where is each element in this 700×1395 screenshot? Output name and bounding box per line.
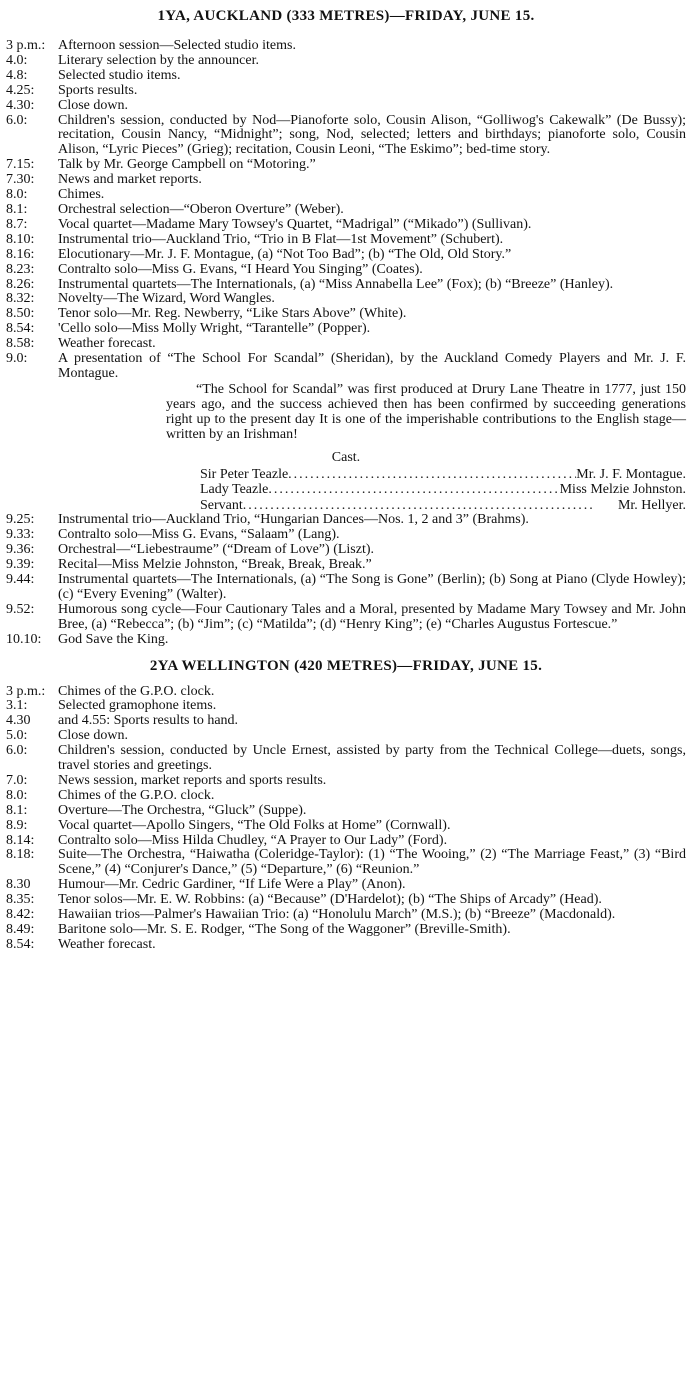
- program-list-2ya: [6, 685, 686, 953]
- entry-time: 4.0:: [6, 52, 28, 68]
- entry-time: 8.10:: [6, 231, 35, 247]
- entry-time: 8.1:: [6, 201, 28, 217]
- program-entry: [6, 729, 686, 744]
- entry-description: Contralto solo—Miss Hilda Chudley, “A Prayer to Our Lady” (Ford).: [58, 832, 448, 848]
- entry-description: Vocal quartet—Apollo Singers, “The Old Folks at Home” (Cornwall).: [58, 817, 451, 833]
- program-entry: [6, 819, 686, 834]
- program-entry: [6, 834, 686, 849]
- program-entry: [6, 69, 686, 84]
- entry-time: 6.0:: [6, 743, 28, 759]
- program-entry: [6, 114, 686, 159]
- entry-time: 8.14:: [6, 832, 35, 848]
- entry-time: 8.23:: [6, 261, 35, 277]
- entry-time: 9.36:: [6, 542, 35, 558]
- entry-description: Orchestral selection—“Oberon Overture” (Weber).: [58, 201, 344, 217]
- entry-description: Suite—The Orchestra, “Haiwatha (Coleridge-Taylor): (1) “The Wooing,” (2) “The Marriage Feast,” (3) “Bird Scene,” (4) “Conjurer's Dance,” (5) “Departure,” (6) “Reunion.”: [58, 847, 686, 878]
- program-entry: [6, 633, 686, 648]
- cast-actor: Mr. Hellyer.: [617, 497, 686, 513]
- entry-description: Elocutionary—Mr. J. F. Montague, (a) “Not Too Bad”; (b) “The Old, Old Story.”: [58, 246, 512, 262]
- entry-description: Chimes of the G.P.O. clock.: [58, 683, 215, 699]
- entry-time: 9.44:: [6, 571, 35, 587]
- cast-row: [6, 467, 686, 483]
- entry-description: Chimes of the G.P.O. clock.: [58, 787, 215, 803]
- program-entry: [6, 99, 686, 114]
- program-entry: [6, 54, 686, 69]
- entry-description: Contralto solo—Miss G. Evans, “Salaam” (Lang).: [58, 527, 340, 543]
- entry-description: Recital—Miss Melzie Johnston, “Break, Break, Break.”: [58, 557, 372, 573]
- entry-description: Talk by Mr. George Campbell on “Motoring.”: [58, 157, 316, 173]
- program-entry: [6, 158, 686, 173]
- program-entry: [6, 218, 686, 233]
- program-entry: [6, 878, 686, 893]
- program-entry: [6, 923, 686, 938]
- entry-time: 8.58:: [6, 336, 35, 352]
- entry-time: 6.0:: [6, 112, 28, 128]
- entry-description: Sports results.: [58, 82, 138, 98]
- entry-description: Contralto solo—Miss G. Evans, “I Heard You Singing” (Coates).: [58, 261, 423, 277]
- program-entry: [6, 804, 686, 819]
- entry-description: News session, market reports and sports results.: [58, 772, 327, 788]
- program-entry: [6, 938, 686, 953]
- entry-time: 8.30: [6, 877, 31, 893]
- entry-time: 9.25:: [6, 512, 35, 528]
- entry-time: 8.9:: [6, 817, 28, 833]
- cast-role: Servant: [200, 497, 243, 513]
- entry-description: Instrumental trio—Auckland Trio, “Trio in B Flat—1st Movement” (Schubert).: [58, 231, 504, 247]
- cast-leader-dots: [268, 482, 559, 498]
- program-entry: [6, 337, 686, 352]
- entry-time: 7.0:: [6, 772, 28, 788]
- cast-list: [6, 467, 686, 514]
- entry-description: Selected studio items.: [58, 67, 181, 83]
- entry-time: 10.10:: [6, 631, 42, 647]
- entry-description: and 4.55: Sports results to hand.: [58, 713, 239, 729]
- cast-actor: Mr. J. F. Montague.: [576, 466, 686, 482]
- entry-description: Instrumental trio—Auckland Trio, “Hungarian Dances—Nos. 1, 2 and 3” (Brahms).: [58, 512, 529, 528]
- entry-description: Humour—Mr. Cedric Gardiner, “If Life Were a Play” (Anon).: [58, 877, 406, 893]
- entry-time: 3.1:: [6, 698, 28, 714]
- entry-time: 9.52:: [6, 601, 35, 617]
- program-entry: [6, 248, 686, 263]
- cast-title: Cast.: [331, 449, 361, 465]
- entry-description: Instrumental quartets—The Internationals, (a) “Miss Annabella Lee” (Fox); (b) “Breeze” (Hanley).: [58, 276, 614, 292]
- entry-description: Children's session, conducted by Nod—Pianoforte solo, Cousin Alison, “Golliwog's Cakewalk” (De Bussy); recitation, Cousin Nancy, “Midnight”; song, Nod, selected; letters and birthdays; pianoforte solo, Cousin Alison, “Lyric Pieces” (Grieg); recitation, Cousin Leoni, “The Eskimo”; bed-time story.: [58, 112, 686, 158]
- entry-description: Baritone solo—Mr. S. E. Rodger, “The Song of the Waggoner” (Breville-Smith).: [58, 922, 511, 937]
- entry-description: Children's session, conducted by Uncle Ernest, assisted by party from the Technical College—duets, songs, travel stories and greetings.: [58, 743, 686, 774]
- program-entry: [6, 558, 686, 573]
- program-entry: [6, 685, 686, 700]
- entry-time: 4.30:: [6, 97, 35, 113]
- entry-description: Selected gramophone items.: [58, 698, 217, 714]
- entry-description: Tenor solos—Mr. E. W. Robbins: (a) “Because” (D'Hardelot); (b) “The Ships of Arcady” (Head).: [58, 892, 602, 908]
- entry-description: Close down.: [58, 728, 128, 744]
- program-entry: [6, 173, 686, 188]
- entry-time: 9.0:: [6, 351, 28, 367]
- program-entry: [6, 352, 686, 382]
- entry-time: 9.33:: [6, 527, 35, 543]
- entry-time: 8.32:: [6, 291, 35, 307]
- cast-leader-dots: [288, 467, 576, 483]
- cast-actor: Miss Melzie Johnston.: [559, 482, 686, 498]
- cast-leader-dots: [243, 498, 618, 514]
- program-entry: [6, 39, 686, 54]
- entry-time: 8.7:: [6, 216, 28, 232]
- entry-description: Vocal quartet—Madame Mary Towsey's Quartet, “Madrigal” (“Mikado”) (Sullivan).: [58, 216, 532, 232]
- program-entry: [6, 528, 686, 543]
- program-entry: [6, 278, 686, 293]
- entry-time: 3 p.m.:: [6, 38, 46, 53]
- section-heading-2ya: 2YA WELLINGTON (420 METRES)—FRIDAY, JUNE 15.: [149, 657, 543, 674]
- entry-description: 'Cello solo—Miss Molly Wright, “Tarantelle” (Popper).: [58, 321, 371, 337]
- program-entry: [6, 908, 686, 923]
- program-entry: [6, 744, 686, 774]
- program-entry: [6, 203, 686, 218]
- section-heading-1ya: 1YA, AUCKLAND (333 METRES)—FRIDAY, JUNE 15.: [157, 8, 535, 24]
- entry-description: Weather forecast.: [58, 336, 156, 352]
- entry-time: 8.42:: [6, 907, 35, 923]
- program-entry: [6, 573, 686, 603]
- entry-time: 8.54:: [6, 321, 35, 337]
- entry-time: 8.50:: [6, 306, 35, 322]
- program-entry: [6, 603, 686, 633]
- entry-time: 8.18:: [6, 847, 35, 863]
- cast-role: Sir Peter Teazle: [200, 466, 289, 482]
- program-entry: [6, 543, 686, 558]
- entry-description: News and market reports.: [58, 172, 202, 188]
- program-entry: [6, 263, 686, 278]
- program-entry: [6, 789, 686, 804]
- entry-description: Hawaiian trios—Palmer's Hawaiian Trio: (a) “Honolulu March” (M.S.); (b) “Breeze” (Macdonald).: [58, 907, 616, 923]
- program-entry: [6, 848, 686, 878]
- entry-description: Weather forecast.: [58, 936, 156, 952]
- play-note: “The School for Scandal” was first produced at Drury Lane Theatre in 1777, just 150 years ago, and the success achieved then has been confirmed by succeeding generations right up to the present day It is one of the imperishable contributions to the English stage—written by an Irishman!: [166, 381, 686, 442]
- entry-description: Afternoon session—Selected studio items.: [58, 38, 296, 53]
- entry-time: 8.16:: [6, 246, 35, 262]
- entry-description: God Save the King.: [58, 631, 169, 647]
- program-entry: [6, 292, 686, 307]
- entry-time: 3 p.m.:: [6, 683, 46, 699]
- entry-time: 4.8:: [6, 67, 28, 83]
- entry-time: 4.30: [6, 713, 31, 729]
- program-entry: [6, 774, 686, 789]
- entry-description: Overture—The Orchestra, “Gluck” (Suppe).: [58, 802, 307, 818]
- cast-role: Lady Teazle: [200, 482, 269, 498]
- entry-time: 8.0:: [6, 787, 28, 803]
- entry-time: 8.26:: [6, 276, 35, 292]
- program-entry: [6, 188, 686, 203]
- program-list-1ya-part-b: [6, 513, 686, 647]
- program-list-1ya-part-a: [6, 39, 686, 382]
- program-entry: [6, 322, 686, 337]
- entry-description: Instrumental quartets—The Internationals, (a) “The Song is Gone” (Berlin); (b) Song at Piano (Clyde Howley); (c) “Every Evening” (Walter).: [58, 571, 686, 602]
- entry-description: Humorous song cycle—Four Cautionary Tales and a Moral, presented by Madame Mary Towsey and Mr. John Bree, (a) “Rebecca”; (b) “Jim”; (c) “Matilda”; (d) “Henry King”; (e) “Charles Augustus Fortescue.”: [58, 601, 686, 632]
- entry-description: Close down.: [58, 97, 128, 113]
- program-entry: [6, 307, 686, 322]
- program-entry: [6, 233, 686, 248]
- program-entry: [6, 893, 686, 908]
- program-entry: [6, 699, 686, 714]
- entry-time: 7.15:: [6, 157, 35, 173]
- entry-time: 5.0:: [6, 728, 28, 744]
- program-entry: [6, 714, 686, 729]
- entry-time: 8.0:: [6, 187, 28, 203]
- entry-description: Chimes.: [58, 187, 105, 203]
- entry-description: A presentation of “The School For Scandal” (Sheridan), by the Auckland Comedy Players and Mr. J. F. Montague.: [58, 351, 686, 381]
- entry-time: 9.39:: [6, 557, 35, 573]
- entry-description: Literary selection by the announcer.: [58, 52, 259, 68]
- cast-row: [6, 498, 686, 514]
- entry-description: Tenor solo—Mr. Reg. Newberry, “Like Stars Above” (White).: [58, 306, 407, 322]
- entry-description: Novelty—The Wizard, Word Wangles.: [58, 291, 275, 307]
- entry-time: 8.1:: [6, 802, 28, 818]
- entry-time: 4.25:: [6, 82, 35, 98]
- entry-time: 8.49:: [6, 922, 35, 937]
- entry-time: 8.54:: [6, 936, 35, 952]
- program-entry: [6, 513, 686, 528]
- program-entry: [6, 84, 686, 99]
- cast-row: [6, 482, 686, 498]
- entry-description: Orchestral—“Liebestraume” (“Dream of Love”) (Liszt).: [58, 542, 375, 558]
- entry-time: 7.30:: [6, 172, 35, 188]
- entry-time: 8.35:: [6, 892, 35, 908]
